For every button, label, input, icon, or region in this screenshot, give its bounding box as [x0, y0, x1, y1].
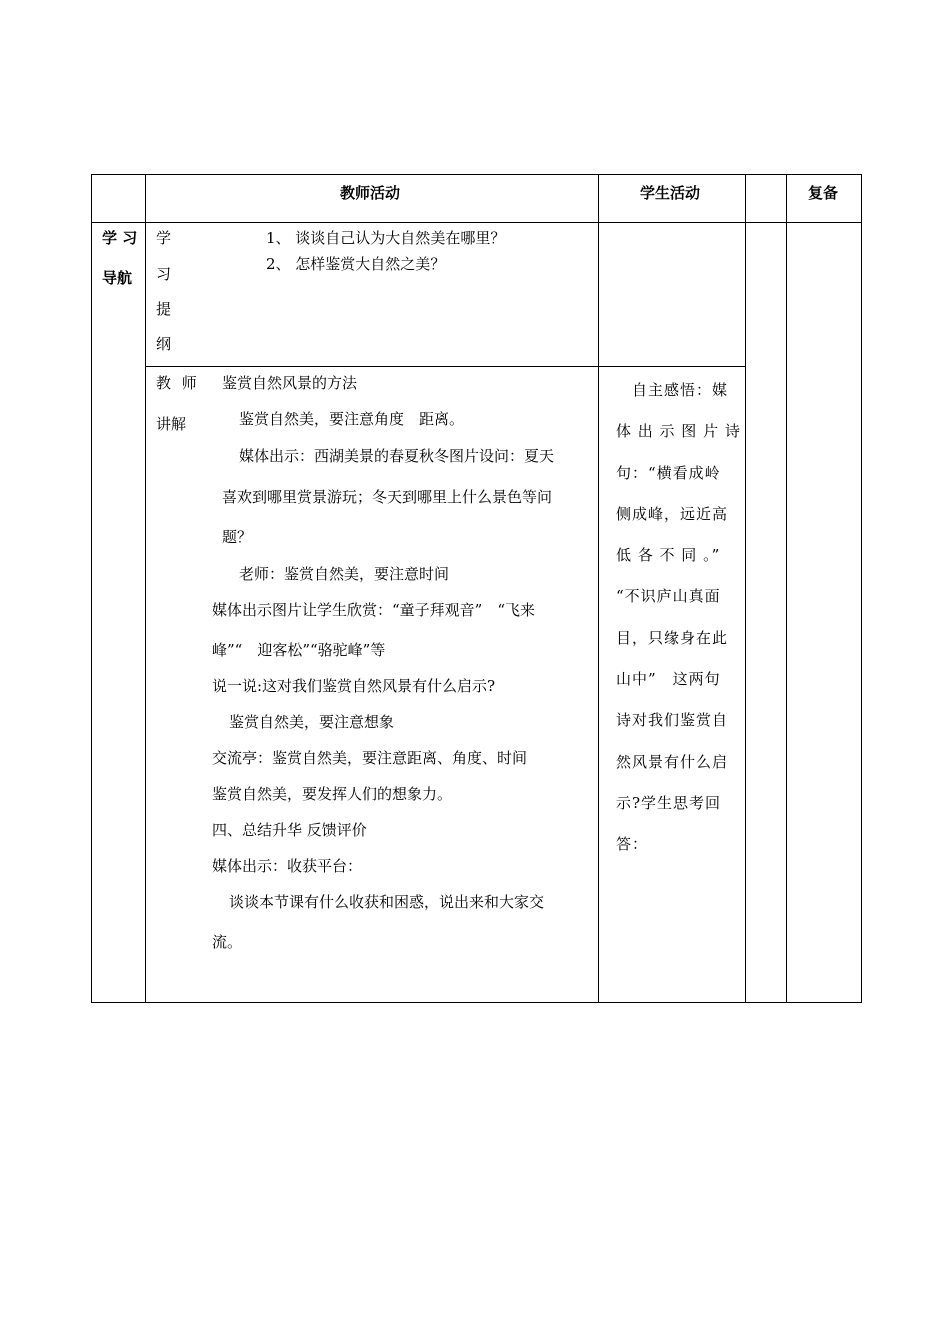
lecture-line: 喜欢到哪里赏景游玩；冬天到哪里上什么景色等问 — [222, 488, 553, 506]
lecture-line: 鉴赏自然美，要注意想象 — [229, 713, 395, 731]
section-label-line-1: 学 习 — [102, 229, 138, 247]
lecture-line: 谈谈本节课有什么收获和困惑，说出来和大家交 — [229, 893, 545, 911]
lecture-line: 峰”“ 迎客松”“骆驼峰”等 — [212, 641, 386, 659]
student-line: 示?学生思考回 — [616, 793, 722, 812]
lecture-label-line-1: 教 师 — [156, 374, 200, 392]
table-border-left — [91, 174, 92, 1003]
student-line: 自主感悟：媒 — [616, 381, 729, 399]
student-line: 答： — [616, 835, 649, 854]
student-line: 目，只缘身在此 — [616, 628, 729, 647]
header-row-divider — [91, 222, 862, 223]
student-line: 体 出 示 图 片 诗 — [616, 422, 741, 441]
outline-item: 1、 谈谈自己认为大自然美在哪里？ — [266, 229, 506, 247]
lecture-line: 鉴赏自然风景的方法 — [222, 374, 358, 392]
lecture-line: 鉴赏自然美，要发挥人们的想象力。 — [212, 785, 453, 803]
lecture-line: 媒体出示：收获平台： — [212, 857, 363, 875]
outline-label-char: 学 — [156, 229, 172, 247]
student-line: 山中” 这两句 — [616, 670, 721, 689]
table-border-bottom — [91, 1002, 862, 1003]
outline-label-char: 习 — [156, 265, 172, 283]
lecture-label-line-2: 讲解 — [156, 415, 187, 433]
header-teacher-activity: 教师活动 — [340, 184, 401, 202]
outline-label-char: 提 — [156, 300, 172, 318]
student-line: “不识庐山真面 — [616, 587, 721, 606]
lecture-line: 鉴赏自然美，要注意角度 距离。 — [239, 410, 465, 428]
student-line: 诗对我们鉴赏自 — [616, 711, 729, 730]
col-divider-label — [145, 174, 146, 1003]
student-activity-text — [616, 370, 740, 866]
section-label-line-2: 导航 — [102, 269, 133, 287]
table-border-right — [861, 174, 862, 1003]
table-border-top — [91, 174, 862, 175]
lecture-line: 媒体出示：西湖美景的春夏秋冬图片设问：夏天 — [239, 447, 555, 465]
col-divider-student — [745, 174, 746, 1003]
student-line: 然风景有什么启 — [616, 752, 729, 771]
lecture-line: 题？ — [222, 528, 253, 546]
lecture-line: 流。 — [212, 933, 243, 951]
outline-label-char: 纲 — [156, 335, 172, 353]
lecture-line: 说一说:这对我们鉴赏自然风景有什么启示? — [212, 677, 496, 695]
student-line: 低 各 不 同 。” — [616, 546, 721, 565]
lecture-line: 媒体出示图片让学生欣赏：“童子拜观音” “飞来 — [212, 601, 536, 619]
outline-row-divider — [145, 366, 745, 367]
header-review: 复备 — [808, 184, 839, 202]
outline-item: 2、 怎样鉴赏大自然之美？ — [266, 255, 446, 273]
lecture-line: 四、总结升华 反馈评价 — [212, 821, 367, 839]
col-divider-teacher — [598, 174, 599, 1003]
lecture-line: 老师：鉴赏自然美，要注意时间 — [239, 565, 450, 583]
student-line: 句：“横看成岭 — [616, 463, 721, 482]
header-student-activity: 学生活动 — [640, 184, 701, 202]
col-divider-blank — [786, 174, 787, 1003]
lecture-line: 交流亭：鉴赏自然美，要注意距离、角度、时间 — [212, 749, 528, 767]
student-line: 侧成峰，远近高 — [616, 504, 729, 523]
